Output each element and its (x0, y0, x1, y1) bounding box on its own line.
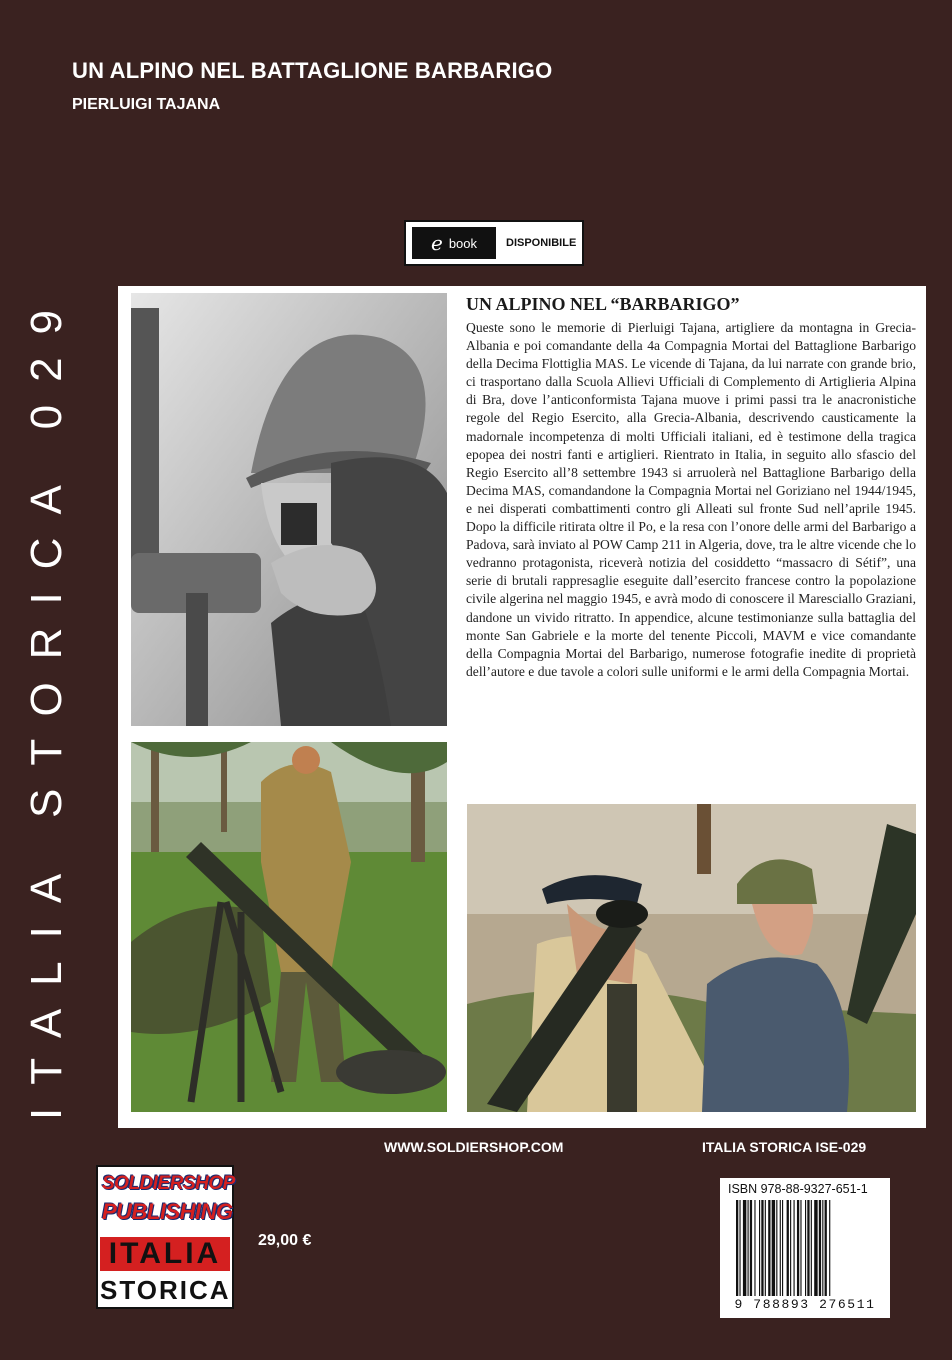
barcode-bar (782, 1200, 783, 1296)
ebook-logo (412, 227, 496, 259)
barcode-bar (768, 1200, 770, 1296)
barcode-bar (736, 1200, 738, 1296)
barcode-bar (819, 1200, 821, 1296)
publisher-logo (96, 1165, 234, 1309)
barcode-bar (807, 1200, 809, 1296)
barcode-bar (780, 1200, 781, 1296)
barcode-bar (750, 1200, 752, 1296)
price: 29,00 € (258, 1232, 312, 1249)
book-title: UN ALPINO NEL BATTAGLIONE BARBARIGO (72, 58, 553, 83)
barcode-bar (805, 1200, 806, 1296)
ebook-word: book (448, 235, 478, 251)
logo-line-4: STORICA (100, 1275, 231, 1305)
barcode-bar (743, 1200, 746, 1296)
barcode-number: 9 788893 276511 (734, 1297, 876, 1312)
barcode-bar (822, 1200, 823, 1296)
barcode-bar (811, 1200, 812, 1296)
photo-soldier-bw (131, 293, 447, 726)
isbn-label: ISBN 978-88-9327-651-1 (728, 1182, 868, 1196)
barcode-bar (754, 1200, 755, 1296)
barcode-bar (759, 1200, 760, 1296)
ebook-status: DISPONIBILE (506, 237, 577, 249)
logo-line-2: PUBLISHING (102, 1199, 233, 1224)
barcode-bar (794, 1200, 795, 1296)
logo-line-1: SOLDIERSHOP (102, 1173, 235, 1194)
description-title: UN ALPINO NEL “BARBARIGO” (466, 294, 740, 314)
series-vertical-label: ITALIA STORICA 029 (22, 286, 71, 1120)
book-author: PIERLUIGI TAJANA (72, 96, 221, 113)
barcode-bar (790, 1200, 791, 1296)
barcode-bar (761, 1200, 763, 1296)
barcode-bar (739, 1200, 740, 1296)
barcode-bar (748, 1200, 749, 1296)
barcode-bar (772, 1200, 775, 1296)
barcode-bar (829, 1200, 830, 1296)
logo-line-3: ITALIA (100, 1237, 230, 1271)
barcode-bar (825, 1200, 827, 1296)
barcode-bar (765, 1200, 766, 1296)
ebook-badge (404, 220, 584, 266)
ebook-e-icon: e (430, 231, 443, 255)
barcode-bar (814, 1200, 817, 1296)
photo-mortar-grass (131, 742, 447, 1112)
barcode-bar (797, 1200, 799, 1296)
series-code: ITALIA STORICA ISE-029 (702, 1139, 867, 1155)
publisher-website: WWW.SOLDIERSHOP.COM (384, 1139, 564, 1155)
isbn-barcode (720, 1178, 890, 1318)
description-body: Queste sono le memorie di Pierluigi Tajana, artigliere da montagna in Grecia-Albania e poi comandante della 4a Compagnia Mortai del Battaglione Barbarigo della Decima Flottiglia MAS. Le vicende di Tajana, da lui narrate con grande brio, ci trasportano dalla Scuola Allievi Ufficiali di Complemento di Artiglieria Alpina di Bra, dove l’anticonformista Tajana muove i primi passi tra le anacronistiche regole del Regio Esercito, alla Grecia-Albania, descrivendo causticamente la madornale incompetenza di molti Ufficiali italiani, ed è testimone della tragica epopea dei nostri fanti e artiglieri. Rientrato in Italia, in seguito allo sfascio del Regio Esercito all’8 settembre 1943 si arruolerà nel Battaglione Barbarigo della Decima MAS, comandandone la Compagnia Mortai nel Goriziano nel 1944/1945, e nei disperati combattimenti contro gli Alleati sul fronte Sud nell’aprile 1945. Dopo la difficile ritirata oltre il Po, e la resa con l’onore delle armi del Barbarigo a Padova, sarà inviato al POW Camp 211 in Algeria, dove, tra le altre vicende che lo vedranno protagonista, riceverà notizia del cosiddetto “massacro di Sétif”, una serie di brutali rappresaglie eseguite dall’esercito francese contro la popolazione civile algerina nel maggio 1945, e avrà modo di conoscere il Maresciallo Graziani, dandone un vivido ritratto. In appendice, alcune testimonianze sulla battaglia del monte San Gabriele e la morte del tenente Piccoli, MAVM e vice comandante della Compagnia Mortai del Barbarigo, numerose fotografie inedite di proprietà dell’autore e due tavole a colori sulle uniformi e le armi della Compagnia Mortai. (466, 320, 916, 679)
barcode-bar (800, 1200, 801, 1296)
barcode-bar (776, 1200, 777, 1296)
barcode-bar (787, 1200, 789, 1296)
photo-reenactors-mortar (467, 804, 916, 1112)
